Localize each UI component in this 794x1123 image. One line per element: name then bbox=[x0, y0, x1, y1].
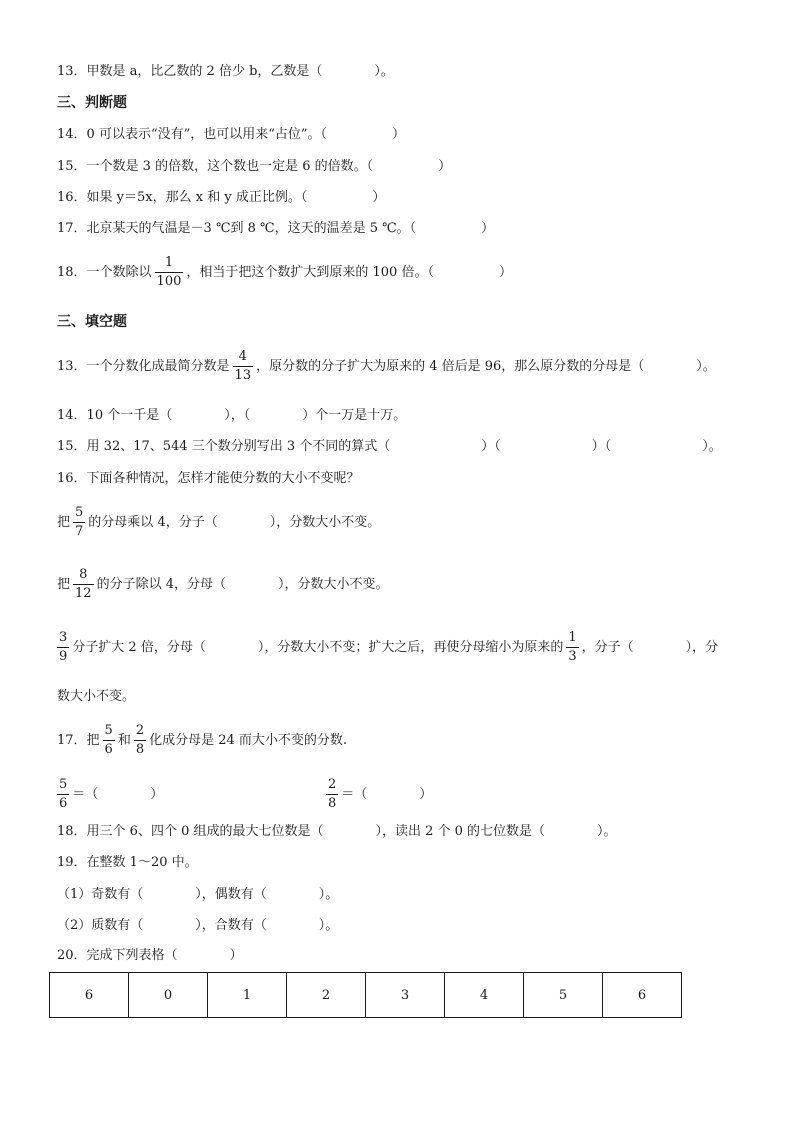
question-19-part-1: （1）奇数有（ ），偶数有（ ）。 bbox=[57, 887, 339, 902]
fraction-denominator: 9 bbox=[59, 649, 68, 664]
question-15-fill: 15．用 32、17、544 三个数分别写出 3 个不同的算式（ ）（ ）（ ）。 bbox=[57, 439, 722, 454]
question-17-fill bbox=[57, 723, 347, 758]
question-14-fill: 14．10 个一千是（ ），（ ）个一万是十万。 bbox=[57, 408, 407, 423]
q18-text-post: ，相当于把这个数扩大到原来的 100 倍。（ ） bbox=[186, 265, 512, 280]
fraction-numerator: 1 bbox=[164, 255, 174, 270]
question-13-fill bbox=[57, 349, 716, 384]
fraction bbox=[566, 630, 578, 665]
question-18-fill: 18．用三个 6、四个 0 组成的最大七位数是（ ），读出 2 个 0 的七位数是（ ）。 bbox=[57, 824, 617, 839]
q17-text-mid: 和 bbox=[117, 733, 131, 748]
fraction-numerator: 5 bbox=[75, 505, 84, 520]
answer-table bbox=[49, 972, 682, 1018]
fraction bbox=[233, 349, 254, 384]
q17-eq2-text-post: ＝（ ） bbox=[341, 787, 433, 802]
q17-text-post: 化成分母是 24 而大小不变的分数. bbox=[149, 733, 348, 748]
question-19-part-2: （2）质数有（ ），合数有（ ）。 bbox=[57, 918, 339, 933]
fraction-denominator: 8 bbox=[328, 796, 337, 811]
q13-text-post: ，原分数的分子扩大为原来的 4 倍后是 96，那么原分数的分母是（ ）。 bbox=[256, 359, 716, 374]
table-cell: 1 bbox=[208, 973, 287, 1018]
q16-2-text-pre: 把 bbox=[57, 577, 71, 592]
question-16-part-1 bbox=[57, 505, 380, 540]
fraction-denominator: 7 bbox=[75, 524, 84, 539]
table-cell: 6 bbox=[603, 973, 682, 1018]
table-cell: 3 bbox=[366, 973, 445, 1018]
q16-1-text-post: 的分母乘以 4，分子（ ），分数大小不变。 bbox=[88, 515, 381, 530]
section-heading-judgment: 三、判断题 bbox=[57, 95, 127, 111]
fraction-numerator: 8 bbox=[79, 567, 88, 582]
q16-3-text-post: ，分子（ ），分 bbox=[581, 640, 719, 655]
question-16-judgment: 16．如果 y＝5x，那么 x 和 y 成正比例。（ ） bbox=[57, 190, 386, 205]
q13-text-pre: 13．一个分数化成最简分数是 bbox=[57, 359, 230, 374]
fraction-numerator: 2 bbox=[328, 777, 337, 792]
q16-2-text-post: 的分子除以 4，分母（ ），分数大小不变。 bbox=[96, 577, 389, 592]
question-17-judgment: 17．北京某天的气温是－3 ℃到 8 ℃，这天的温差是 5 ℃。（ ） bbox=[57, 221, 495, 236]
fraction bbox=[73, 567, 94, 602]
q17-eq1-text-post: ＝（ ） bbox=[72, 787, 164, 802]
fraction-denominator: 6 bbox=[59, 796, 68, 811]
question-19-fill: 19．在整数 1～20 中。 bbox=[57, 855, 198, 870]
fraction bbox=[57, 777, 69, 812]
fraction-denominator: 6 bbox=[104, 742, 113, 757]
fraction bbox=[57, 630, 69, 665]
question-18-judgment bbox=[57, 255, 512, 290]
fraction-denominator: 100 bbox=[156, 274, 182, 289]
question-16-fill: 16．下面各种情况，怎样才能使分数的大小不变呢？ bbox=[57, 471, 360, 486]
q16-3-text-mid: 分子扩大 2 倍，分母（ ），分数大小不变；扩大之后，再使分母缩小为原来的 bbox=[72, 640, 564, 655]
table-cell: 5 bbox=[524, 973, 603, 1018]
fraction-denominator: 3 bbox=[568, 649, 577, 664]
fraction bbox=[134, 723, 146, 758]
table-cell: 2 bbox=[287, 973, 366, 1018]
question-14-judgment: 14．0 可以表示“没有”，也可以用来“占位”。（ ） bbox=[57, 127, 406, 142]
question-16-part-3 bbox=[57, 630, 718, 665]
q17-text-pre: 17．把 bbox=[57, 733, 100, 748]
table-cell: 0 bbox=[129, 973, 208, 1018]
question-15-judgment: 15．一个数是 3 的倍数，这个数也一定是 6 的倍数。（ ） bbox=[57, 159, 452, 174]
fraction-numerator: 5 bbox=[59, 777, 68, 792]
question-16-part-3-continued: 数大小不变。 bbox=[57, 689, 136, 704]
fraction-numerator: 3 bbox=[59, 630, 68, 645]
table-cell: 4 bbox=[445, 973, 524, 1018]
section-heading-fill-blank: 三、填空题 bbox=[57, 314, 127, 330]
fraction bbox=[73, 505, 85, 540]
q18-text-pre: 18．一个数除以 bbox=[57, 265, 152, 280]
q16-1-text-pre: 把 bbox=[57, 515, 71, 530]
fraction-denominator: 12 bbox=[75, 586, 92, 601]
question-13-first: 13．甲数是 a，比乙数的 2 倍少 b，乙数是（ ）。 bbox=[57, 64, 394, 79]
question-16-part-2 bbox=[57, 567, 388, 602]
fraction-numerator: 1 bbox=[568, 630, 577, 645]
question-20-fill: 20．完成下列表格（ ） bbox=[57, 948, 243, 963]
table-cell: 6 bbox=[50, 973, 129, 1018]
fraction bbox=[103, 723, 115, 758]
fraction-denominator: 8 bbox=[135, 742, 145, 757]
fraction-denominator: 13 bbox=[234, 368, 252, 383]
fraction-numerator: 5 bbox=[104, 723, 113, 738]
question-17-equation-2 bbox=[326, 777, 432, 812]
fraction bbox=[155, 255, 184, 290]
fraction-numerator: 4 bbox=[238, 349, 247, 364]
fraction bbox=[326, 777, 338, 812]
question-17-equation-1 bbox=[57, 777, 163, 812]
fraction-numerator: 2 bbox=[135, 723, 145, 738]
table-row bbox=[50, 973, 682, 1018]
